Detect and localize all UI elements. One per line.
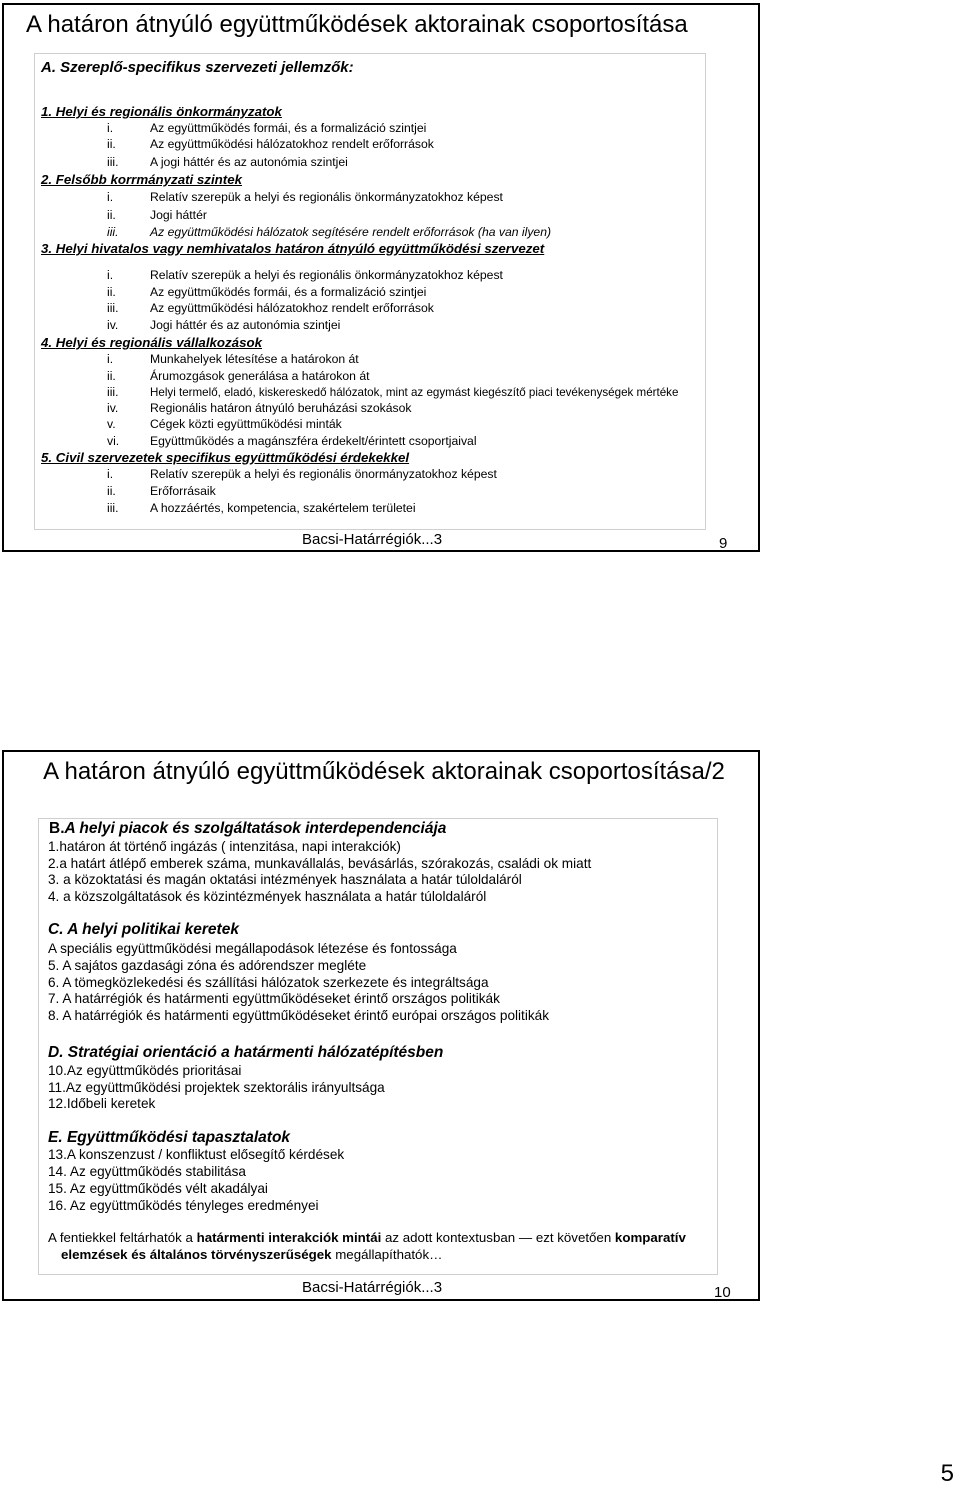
list-item: Az együttműködési hálózatok segítésére rendelt erőforrások (ha van ilyen) [150, 225, 552, 239]
list-item: 11.Az együttműködési projektek szektorális irányultsága [48, 1080, 385, 1095]
content-box [38, 818, 718, 1275]
list-item: Erőforrásaik [150, 484, 216, 498]
section-subtitle: A. Szereplő-specifikus szervezeti jellemzők: [41, 59, 354, 76]
list-item: A hozzáértés, kompetencia, szakértelem területei [150, 501, 416, 515]
conclusion-text: megállapíthatók… [331, 1247, 443, 1262]
list-item-number: vi. [107, 434, 120, 448]
list-item: 3. a közoktatási és magán oktatási intézmények használata a határ túloldaláról [48, 872, 522, 887]
list-item: Az együttműködési hálózatokhoz rendelt erőforrások [150, 301, 434, 315]
list-item-number: iii. [107, 155, 119, 169]
conclusion-text: A fentiekkel feltárhatók a [48, 1230, 197, 1245]
conclusion-bold: komparatív [614, 1230, 686, 1245]
list-item: 16. Az együttműködés tényleges eredményei [48, 1198, 319, 1213]
section-heading: 4. Helyi és regionális vállalkozások [41, 335, 262, 350]
list-item: 14. Az együttműködés stabilitása [48, 1164, 246, 1179]
slide-10 [2, 750, 760, 1301]
section-heading-c: C. A helyi politikai keretek [48, 921, 239, 938]
list-item: Helyi termelő, eladó, kiskereskedő hálózatok, mint az egymást kiegészítő piaci tevékenységek mértéke [150, 386, 679, 399]
slide-title: A határon átnyúló együttműködések aktorainak csoportosítása [26, 11, 688, 38]
list-item: 7. A határrégiók és határmenti együttműködéseket érintő országos politikák [48, 991, 500, 1006]
list-item: 2.a határt átlépő emberek száma, munkavállalás, bevásárlás, szórakozás, családi ok miatt [48, 856, 592, 871]
list-item-number: ii. [107, 369, 116, 383]
list-item: 5. A sajátos gazdasági zóna és adórendszer megléte [48, 958, 367, 973]
list-item: 6. A tömegközlekedési és szállítási hálózatok szerkezete és integráltsága [48, 975, 489, 990]
slide-footer: Bacsi-Határrégiók...3 [302, 1279, 443, 1296]
list-item: 12.Időbeli keretek [48, 1096, 156, 1111]
list-item: 10.Az együttműködés prioritásai [48, 1063, 242, 1078]
list-item-number: i. [107, 467, 114, 481]
slide-9 [2, 3, 760, 552]
section-heading-e: E. Együttműködési tapasztalatok [48, 1129, 291, 1146]
list-item: A speciális együttműködési megállapodások létezése és fontossága [48, 941, 457, 956]
list-item: Jogi háttér [150, 208, 207, 222]
list-item: 4. a közszolgáltatások és közintézmények használata a határ túloldaláról [48, 889, 487, 904]
list-item-number: iv. [107, 318, 119, 332]
list-item: Az együttműködési hálózatokhoz rendelt erőforrások [150, 137, 434, 151]
page-number: 5 [940, 1460, 954, 1487]
list-item: 8. A határrégiók és határmenti együttműködéseket érintő európai országos politikák [48, 1008, 549, 1023]
section-letter: B. [49, 820, 65, 837]
list-item-number: i. [107, 190, 114, 204]
list-item: Munkahelyek létesítése a határokon át [150, 352, 359, 366]
content-box [34, 53, 706, 530]
slide-number: 9 [719, 535, 728, 552]
list-item-number: iv. [107, 401, 119, 415]
list-item-number: iii. [107, 501, 119, 515]
list-item-number: ii. [107, 285, 116, 299]
list-item: Együttműködés a magánszféra érdekelt/érintett csoportjaival [150, 434, 477, 448]
list-item-number: iii. [107, 225, 119, 239]
conclusion-bold: határmenti interakciók mintái [196, 1230, 382, 1245]
slide-number: 10 [714, 1284, 731, 1301]
conclusion-text: az adott kontextusban — ezt követően [381, 1230, 615, 1245]
list-item: Relatív szerepük a helyi és regionális önkormányzatokhoz képest [150, 190, 503, 204]
section-heading: 3. Helyi hivatalos vagy nemhivatalos határon átnyúló együttműködési szervezet [41, 241, 545, 256]
list-item-number: ii. [107, 484, 116, 498]
list-item-number: i. [107, 352, 114, 366]
list-item-number: ii. [107, 208, 116, 222]
conclusion-line-1 [48, 1230, 686, 1246]
list-item: A jogi háttér és az autonómia szintjei [150, 155, 348, 169]
conclusion-line-2 [61, 1247, 442, 1263]
section-heading-b [49, 820, 446, 838]
slide-title: A határon átnyúló együttműködések aktorainak csoportosítása/2 [43, 758, 725, 785]
list-item: 1.határon át történő ingázás ( intenzitása, napi interakciók) [48, 839, 401, 854]
list-item: Árumozgások generálása a határokon át [150, 369, 370, 383]
section-heading: 2. Felsőbb korrmányzati szintek [41, 172, 242, 187]
slide-footer: Bacsi-Határrégiók...3 [302, 531, 443, 548]
list-item-number: iii. [107, 301, 119, 315]
conclusion-bold: elemzések és általános törvényszerűségek [61, 1247, 332, 1262]
section-heading-d: D. Stratégiai orientáció a határmenti hálózatépítésben [48, 1044, 444, 1061]
list-item: 15. Az együttműködés vélt akadályai [48, 1181, 268, 1196]
list-item-number: v. [107, 417, 116, 431]
list-item: Regionális határon átnyúló beruházási szokások [150, 401, 412, 415]
list-item-number: i. [107, 268, 114, 282]
section-heading: 1. Helyi és regionális önkormányzatok [41, 104, 282, 119]
section-heading: 5. Civil szervezetek specifikus együttműködési érdekekkel [41, 450, 410, 465]
list-item-number: iii. [107, 385, 119, 399]
list-item: Relatív szerepük a helyi és regionális önormányzatokhoz képest [150, 467, 497, 481]
list-item-number: ii. [107, 137, 116, 151]
list-item: Cégek közti együttműködési minták [150, 417, 342, 431]
section-heading-text: A helyi piacok és szolgáltatások interdependenciája [64, 820, 447, 837]
list-item: Az együttműködés formái, és a formalizáció szintjei [150, 121, 427, 135]
list-item-number: i. [107, 121, 114, 135]
list-item: Relatív szerepük a helyi és regionális önkormányzatokhoz képest [150, 268, 503, 282]
list-item: 13.A konszenzust / konfliktust elősegítő kérdések [48, 1147, 345, 1162]
list-item: Az együttműködés formái, és a formalizáció szintjei [150, 285, 427, 299]
list-item: Jogi háttér és az autonómia szintjei [150, 318, 341, 332]
